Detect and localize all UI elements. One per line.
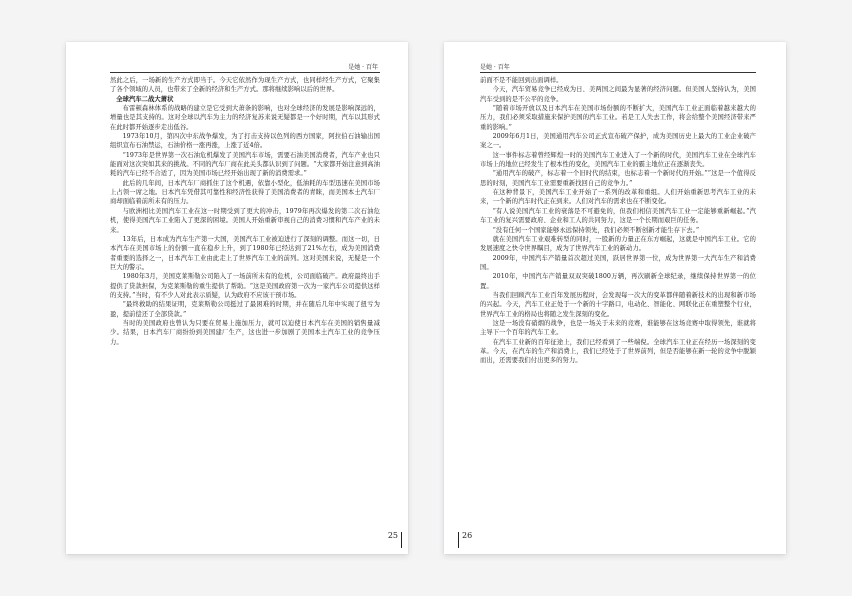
page-body bbox=[110, 76, 380, 347]
running-header: 是她 · 百年 bbox=[348, 64, 378, 71]
left-page bbox=[66, 42, 408, 554]
paragraph: 13年后，日本成为汽车生产第一大国，美国汽车工业被迫进行了深刻的调整。而这一切，日本汽车在美国市场上的份额一直在稳步上升，到了1980年已经达到了21%左右，成为美国消费者重要的选择之一，日本汽车工业由此走上了世界汽车工业的前列。这对美国来说，无疑是一个巨大的警示。 bbox=[110, 235, 380, 271]
paragraph: 当我们回顾汽车工业百年发展历程时，会发现每一次大的变革都伴随着新技术的出现和新市场的兴起。今天，汽车工业正处于一个新的十字路口，电动化、智能化、网联化正在重塑整个行业，世界汽车工业的格局也将随之发生深刻的变化。 bbox=[480, 291, 756, 318]
crop-mark bbox=[458, 532, 459, 548]
paragraph: 与欧洲相比美国汽车工业在这一时期受到了更大的冲击，1979年再次爆发的第二次石油危机，使得美国汽车工业陷入了更深的困境。美国人开始重新审视自己的消费习惯和汽车产业的未来。 bbox=[110, 207, 380, 234]
page-number: 25 bbox=[387, 531, 398, 540]
right-page bbox=[444, 42, 786, 554]
paragraph: 在汽车工业新的百年征途上，我们已经看到了一些端倪。全球汽车工业正在经历一场深刻的变革。今天，在汽车的生产和消费上，我们已经处于了世界前列，但是否能够在新一轮的竞争中脱颖而出，还需要我们付出更多的努力。 bbox=[480, 338, 756, 365]
paragraph: “有人说美国汽车工业的衰落是不可避免的，但我们相信美国汽车工业一定能够重新崛起。”汽车工业的复兴需要政府、企业和工人的共同努力，这是一个长期而艰巨的任务。 bbox=[480, 207, 756, 225]
paragraph: “随着市场开放以及日本汽车在美国市场份额的不断扩大，美国汽车工业正面临着越来越大的压力，我们必须采取措施来保护美国的汽车工业。若是工人失去工作，将会给整个美国经济带来严重的影响。” bbox=[480, 105, 756, 131]
crop-mark bbox=[401, 532, 402, 548]
header-rule bbox=[110, 72, 380, 73]
page-number: 26 bbox=[462, 531, 473, 540]
paragraph: 就在美国汽车工业艰难转型的同时，一股新的力量正在东方崛起，这就是中国汽车工业。它的发展速度之快令世界瞩目，成为了世界汽车工业的新动力。 bbox=[480, 235, 756, 253]
page-body bbox=[480, 76, 756, 366]
paragraph: 此后的几年间，日本汽车厂商抓住了这个机遇，依靠小型化，低油耗的车型迅速在美国市场上占领一席之地。日本汽车凭借其可靠性和经济性获得了美国消费者的青睐，而美国本土汽车厂商却面临着前所未有的压力。 bbox=[110, 179, 380, 206]
paragraph: “通用汽车的破产，标志着一个旧时代的结束，也标志着一个新时代的开始。”“这是一个值得反思的时刻，美国汽车工业需要重新找回自己的竞争力。” bbox=[480, 170, 756, 187]
paragraph: 然此之后，一场新的生产方式即当于。今天它依然作为现生产方式，也同样经生产方式，它聚集了各个领域的人员，也带来了全新的经济和生产方式。那将继续影响以后的世界。 bbox=[110, 77, 380, 94]
section-heading: 全球汽车二战大萧状 bbox=[116, 95, 174, 103]
paragraph: 这是一场没有硝烟的战争，也是一场关于未来的竞赛，谁能够在这场竞赛中取得领先，谁就将主导下一个百年的汽车工业。 bbox=[480, 319, 756, 337]
paragraph: 2009年6月1日，美国通用汽车公司正式宣布破产保护，成为美国历史上最大的工业企业破产案之一。 bbox=[480, 133, 756, 150]
paragraph: “1973年是世界第一次石油危机爆发了美国汽车市场，需要石油美国消费者，汽车产业也只能面对这次突如其来的挑战。不同的汽车厂商在此关头都认识到了问题。“大家都开始注意到高油耗的汽车已经不合适了，因为美国市场已经开始出现了新的消费需求。” bbox=[110, 151, 380, 178]
header-rule bbox=[480, 72, 756, 73]
paragraph: “最终救助的结果证明，克莱斯勒公司挺过了最困难的时期，并在随后几年中实现了扭亏为盈，提前偿还了全部贷款。” bbox=[110, 301, 380, 318]
paragraph: “没有任何一个国家能够永远保持领先，我们必须不断创新才能生存下去。” bbox=[492, 226, 700, 234]
paragraph: 2010年，中国汽车产销量双双突破1800万辆，再次刷新全球纪录，继续保持世界第一的位置。 bbox=[480, 273, 756, 290]
paragraph: 这一事件标志着曾经辉煌一时的美国汽车工业进入了一个新的时代，美国汽车工业在全球汽车市场上的地位已经发生了根本性的变化，美国汽车工业的霸主地位正在逐渐丧失。 bbox=[480, 151, 756, 169]
paragraph: 当时的美国政府也曾认为只要在贸易上施加压力，就可以迫使日本汽车在美国的销售量减少。结果，日本汽车厂商纷纷到美国建厂生产，这也进一步加剧了美国本土汽车工业的竞争压力。 bbox=[110, 319, 380, 346]
paragraph: 布雷顿森林体系的战略的建立是它受到大萧条的影响，也对全球经济的发展是影响深远的，增量也是其支持的。这对全球以汽车为主力的经济复苏来说无疑都是一个好时期，汽车以其形式在此时都开始逐步走出低谷。 bbox=[110, 105, 380, 131]
paragraph: 1973年10月，第四次中东战争爆发，为了打击支持以色列的西方国家，阿拉伯石油输出国组织宣布石油禁运，石油价格一涨再涨，上涨了近4倍。 bbox=[110, 133, 380, 150]
paragraph: 在这种背景下，美国汽车工业开始了一系列的改革和重组。人们开始重新思考汽车工业的未来，一个新的汽车时代正在到来。人们对汽车的需求也在不断变化。 bbox=[480, 189, 756, 206]
paragraph: 1980年3月，美国克莱斯勒公司陷入了一场前所未有的危机，公司面临破产。政府最终出手提供了贷款担保，为克莱斯勒的重生提供了帮助。“这是美国政府第一次为一家汽车公司提供这样的支持。”当时，有不少人对此表示质疑，认为政府不应该干预市场。 bbox=[110, 273, 380, 299]
paragraph: 今天，汽车贸易竞争已经成为日、美两国之间最为显著的经济问题。但美国人坚持认为，美国汽车受到的是不公平的竞争。 bbox=[480, 86, 756, 103]
running-header: 是她 · 百年 bbox=[480, 64, 510, 71]
paragraph: 前面不是不能回到出面调样。 bbox=[480, 77, 563, 84]
paragraph: 2009年，中国汽车产销量首次超过美国，跃居世界第一位，成为世界第一大汽车生产和消费国。 bbox=[480, 254, 756, 271]
